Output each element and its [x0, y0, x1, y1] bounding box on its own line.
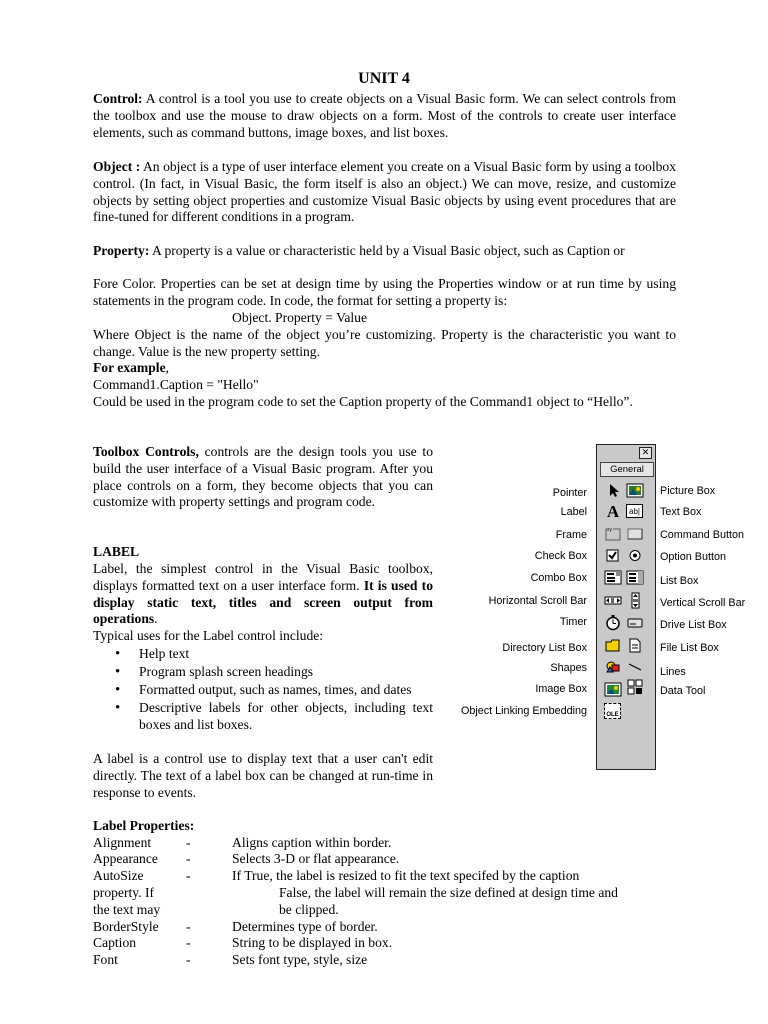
check-box-icon[interactable] [604, 547, 622, 564]
close-icon[interactable]: ✕ [639, 447, 652, 459]
label-properties-heading: Label Properties: [93, 818, 195, 833]
prop-desc: Aligns caption within border. [232, 835, 392, 850]
prop-cont-left: property. If [93, 885, 155, 900]
control-text: A control is a tool you use to create objects on a Visual Basic form. We can select controls from the toolbox and use the mouse to draw objects on a form. Most of the controls to create user interface elements, such as command buttons, image boxes, and list boxes. [93, 91, 676, 140]
lines-icon[interactable] [626, 658, 644, 675]
prop-dash: - [186, 868, 191, 883]
pointer-icon[interactable] [604, 482, 622, 499]
object-text: An object is a type of user interface element you create on a Visual Basic form by using a toolbox control. (In fact, in Visual Basic, the form itself is also an object.) We can move, resize, and customize objects by setting object properties and customize Visual Basic objects by using event procedures that are fine-tuned for different conditions in a program. [93, 159, 677, 225]
shapes-icon[interactable] [604, 658, 622, 675]
prop-name: Caption [93, 935, 137, 950]
prop-desc: Determines type of border. [232, 919, 378, 934]
toolbox-label: Frame [555, 529, 587, 541]
prop-dash: - [186, 935, 191, 950]
toolbox-label: Horizontal Scroll Bar [488, 595, 587, 607]
control-paragraph [93, 91, 676, 141]
picture-box-icon[interactable] [626, 482, 644, 499]
toolbox-label: Directory List Box [502, 642, 587, 654]
property-text-2: Fore Color. Properties can be set at design time by using the Properties window or at run time by using statements in the program code. In code, the format for setting a property is: [93, 276, 676, 308]
example-label: For example [93, 360, 166, 375]
list-item: • Formatted output, such as names, times, and dates [93, 682, 433, 699]
example-label-line [93, 360, 169, 377]
label-bold-text: It is used to display static text, titles and screen output from operations [93, 577, 433, 627]
toolbox-label: Combo Box [530, 572, 587, 584]
list-item: • Program splash screen headings [93, 664, 433, 681]
drive-list-box-icon[interactable] [626, 614, 644, 631]
toolbox-label: Check Box [534, 550, 587, 562]
prop-cont-left: the text may [93, 902, 161, 917]
prop-desc: If True, the label is resized to fit the text specifed by the caption [232, 868, 580, 883]
example-code: Command1.Caption = "Hello" [93, 377, 259, 392]
label-uses-list [93, 646, 433, 735]
prop-name: Appearance [93, 851, 158, 866]
toolbox-label: Data Tool [660, 685, 706, 697]
prop-name: BorderStyle [93, 919, 159, 934]
prop-cont-right: False, the label will remain the size defined at design time and [279, 885, 618, 900]
prop-dash: - [186, 952, 191, 967]
horizontal-scroll-bar-icon[interactable] [604, 592, 622, 609]
ole-icon[interactable]: OLE [604, 703, 621, 719]
property-format: Object. Property = Value [232, 310, 368, 325]
svg-text:xy: xy [607, 527, 612, 533]
label-text-1: Label, the simplest control in the Visual Basic toolbox, displays formatted text on a user interface form. [93, 561, 433, 593]
toolbox-label: Label [560, 506, 587, 518]
toolbox-label: Drive List Box [660, 619, 727, 631]
object-paragraph [93, 159, 676, 226]
label-icon[interactable]: A [606, 502, 620, 521]
property-text-1: A property is a value or characteristic held by a Visual Basic object, such as Caption or [149, 243, 625, 258]
file-list-box-icon[interactable] [626, 637, 644, 654]
property-text-4: Could be used in the program code to set the Caption property of the Command1 object to “Hello”. [93, 394, 633, 409]
text-box-icon[interactable]: ab| [626, 504, 643, 518]
prop-name: AutoSize [93, 868, 144, 883]
data-tool-icon[interactable] [626, 679, 644, 696]
toolbox-label: Shapes [550, 662, 587, 674]
image-box-icon[interactable] [604, 681, 622, 698]
object-term: Object : [93, 159, 141, 174]
control-term: Control: [93, 91, 143, 106]
option-button-icon[interactable] [626, 547, 644, 564]
toolbox-label: Option Button [660, 551, 727, 563]
label-paragraph [93, 561, 433, 628]
prop-cont-right: be clipped. [279, 902, 339, 917]
page-title: UNIT 4 [358, 70, 410, 87]
toolbox-label: Text Box [660, 506, 702, 518]
toolbox-label: Picture Box [660, 485, 716, 497]
property-text-3: Where Object is the name of the object you’re customizing. Property is the characteristic you want to change. Value is the new property setting. [93, 327, 676, 359]
toolbox-text: controls are the design tools you use to build the user interface of a Visual Basic program. After you place controls on a form, they become objects that you can customize with property settings and program code. [93, 444, 433, 510]
example-comma: , [165, 360, 170, 375]
list-item: • Descriptive labels for other objects, including text boxes and list boxes. [93, 700, 433, 734]
prop-name: Alignment [93, 835, 152, 850]
toolbox-window [596, 444, 656, 770]
timer-icon[interactable] [604, 614, 622, 631]
toolbox-label: Lines [660, 666, 686, 678]
toolbox-label: File List Box [660, 642, 719, 654]
toolbox-label: Vertical Scroll Bar [660, 597, 746, 609]
toolbox-general-tab[interactable]: General [600, 462, 654, 477]
toolbox-label: List Box [660, 575, 699, 587]
prop-desc: Sets font type, style, size [232, 952, 368, 967]
label-paragraph-2: A label is a control use to display text that a user can't edit directly. The text of a label box can be changed at run-time in response to events. [93, 751, 433, 800]
label-text-end: . [154, 611, 158, 627]
toolbox-label: Pointer [552, 487, 587, 499]
property-paragraph-1 [93, 243, 676, 260]
toolbox-label: Command Button [660, 529, 745, 541]
toolbox-label: Image Box [535, 683, 587, 695]
prop-desc: String to be displayed in box. [232, 935, 393, 950]
command-button-icon[interactable] [626, 525, 644, 542]
vertical-scroll-bar-icon[interactable] [626, 592, 644, 609]
combo-box-icon[interactable] [604, 569, 622, 586]
list-item: • Help text [93, 646, 433, 663]
prop-dash: - [186, 919, 191, 934]
prop-dash: - [186, 835, 191, 850]
label-uses-intro: Typical uses for the Label control include: [93, 628, 324, 643]
toolbox-paragraph [93, 444, 433, 511]
toolbox-term: Toolbox Controls, [93, 444, 199, 459]
frame-icon[interactable] [604, 525, 622, 542]
label-heading: LABEL [93, 544, 140, 559]
toolbox-label: Object Linking Embedding [460, 705, 587, 717]
prop-name: Font [93, 952, 118, 967]
property-term: Property: [93, 243, 150, 258]
list-box-icon[interactable] [626, 569, 644, 586]
prop-desc: Selects 3-D or flat appearance. [232, 851, 400, 866]
toolbox-label: Timer [559, 616, 587, 628]
prop-dash: - [186, 851, 191, 866]
directory-list-box-icon[interactable] [604, 637, 622, 654]
